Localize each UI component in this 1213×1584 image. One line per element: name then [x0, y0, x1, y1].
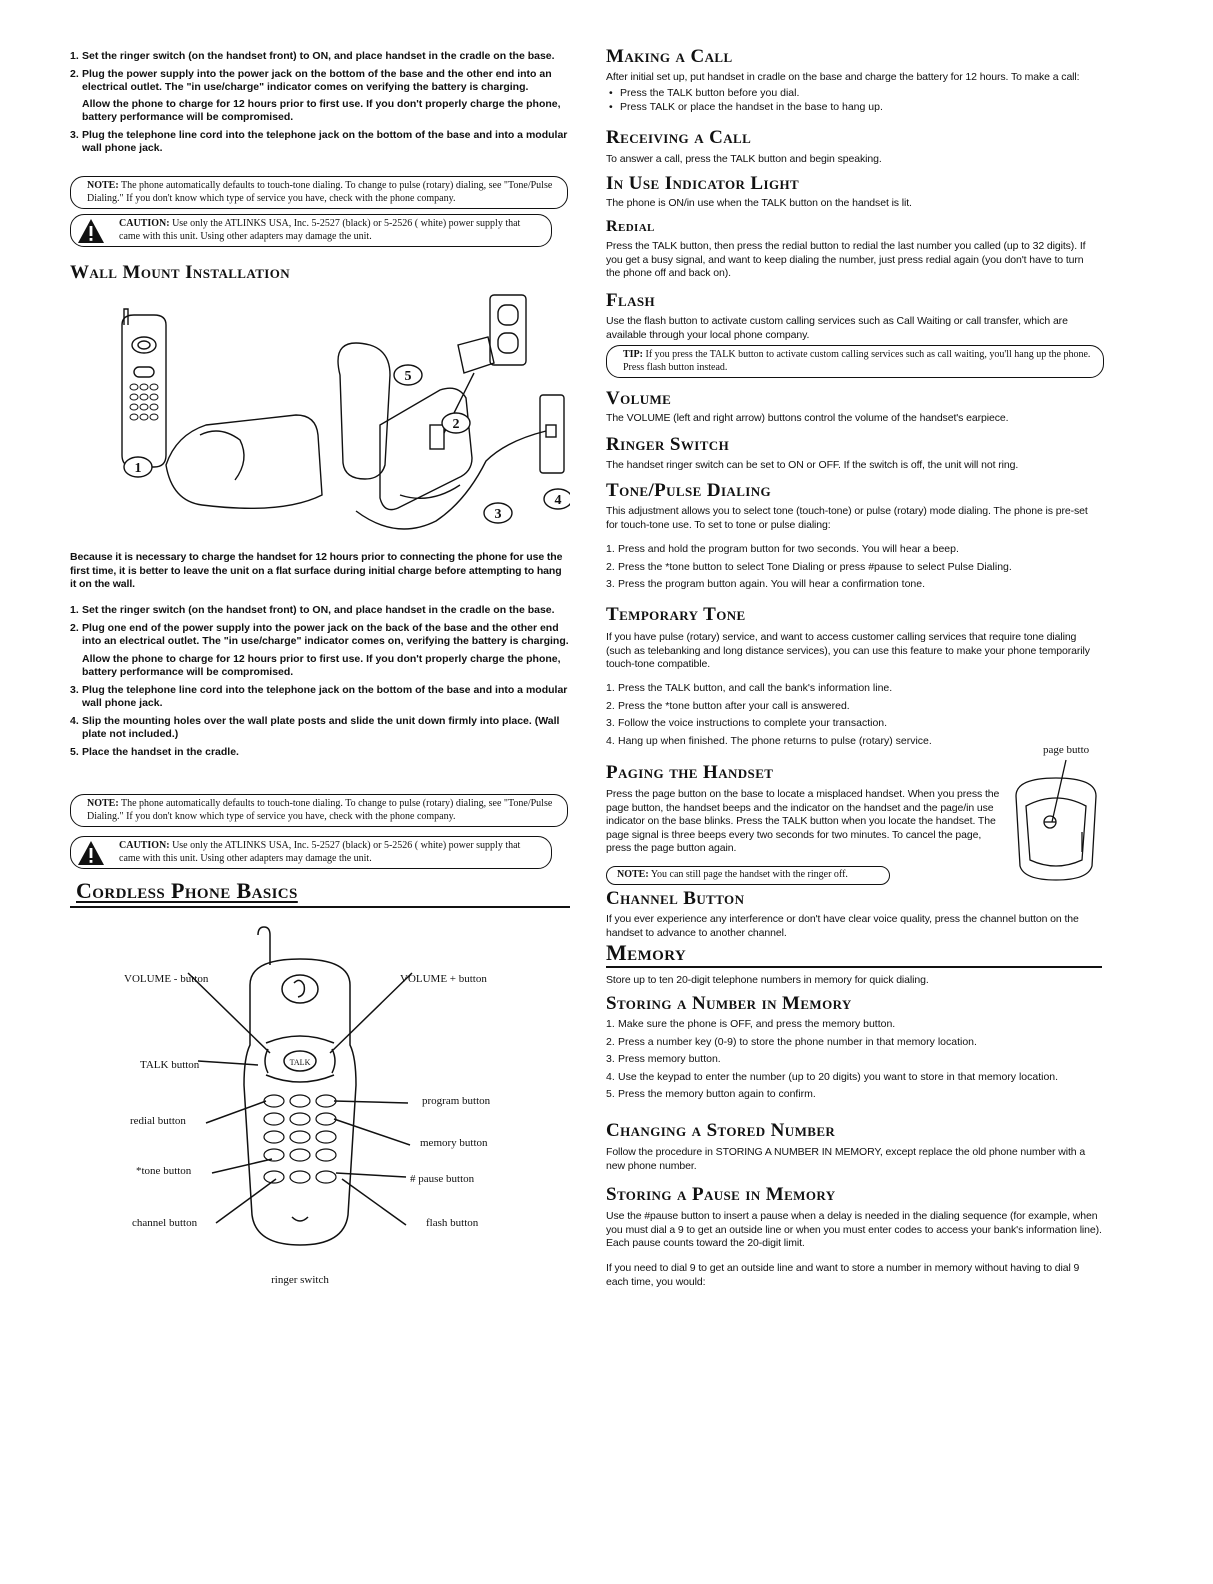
- list-item: 3. Follow the voice instructions to complete your transaction.: [606, 717, 888, 729]
- section-title-receiving: Receiving a Call: [606, 127, 752, 148]
- list-item: 4. Use the keypad to enter the number (up to 20 digits) you want to store in that memory location.: [606, 1070, 1059, 1083]
- list-item: 5. Place the handset in the cradle.: [70, 745, 239, 758]
- list-item: 1. Press and hold the program button for two seconds. You will hear a beep.: [606, 543, 959, 555]
- list-item: 1. Set the ringer switch (on the handset front) to ON, and place handset in the cradle on the base.: [70, 50, 555, 62]
- section-rule: [606, 966, 1102, 968]
- making-text: After initial set up, put handset in cradle on the base and charge the battery for 12 hours. To make a call:: [606, 71, 1080, 83]
- callout-1: 1: [134, 461, 142, 476]
- label-memory: memory button: [420, 1137, 488, 1149]
- making-bullets: [606, 87, 1106, 114]
- warning-icon: [77, 840, 105, 866]
- paging-text: Press the page button on the base to locate a misplaced handset. When you press the page button, the handset beeps and the indicator on the handset and the page/in use indicator on the base blinks. Press the TALK button when you locate the handset. The page signal is three beeps every two seconds for two minutes. To cancel the page, press the page button again.: [606, 788, 1000, 854]
- setup-steps: [70, 50, 570, 160]
- ringer-text: The handset ringer switch can be set to ON or OFF. If the switch is off, the unit will not ring.: [606, 459, 1019, 471]
- label-flash: flash button: [426, 1217, 479, 1229]
- storing-steps: [606, 1018, 1106, 1106]
- list-item: 1. Set the ringer switch (on the handset front) to ON, and place handset in the cradle on the base.: [70, 604, 555, 616]
- callout-5: 5: [404, 369, 412, 384]
- section-title-tone-pulse: Tone/Pulse Dialing: [606, 480, 772, 501]
- list-item: 1. Make sure the phone is OFF, and press the memory button.: [606, 1018, 896, 1030]
- section-title-memory: Memory: [606, 940, 687, 965]
- receiving-text: To answer a call, press the TALK button and begin speaking.: [606, 153, 882, 165]
- section-rule: [70, 906, 570, 908]
- list-item: 2. Plug one end of the power supply into the power jack on the back of the base and the other end into an electrical outlet. The "in use/charge" indicator comes on, verifying the battery is charging. Allow the phone to charge for 12 hours prior to first use. If you don't properly charge the phone, battery performance will be compromised.: [70, 621, 569, 678]
- emphasis-note: Allow the phone to charge for 12 hours prior to first use. If you don't properly charge the phone, battery performance will be compromised.: [82, 652, 561, 678]
- section-title-flash: Flash: [606, 290, 656, 311]
- section-title-channel: Channel Button: [606, 888, 745, 909]
- label-ringer-switch: ringer switch: [271, 1274, 329, 1286]
- emphasis-note: Allow the phone to charge for 12 hours prior to first use. If you don't properly charge the phone, battery performance will be compromised.: [82, 97, 561, 123]
- label-redial: redial button: [130, 1115, 186, 1127]
- list-item: 2. Press the *tone button to select Tone Dialing or press #pause to select Pulse Dialing.: [606, 560, 1012, 573]
- section-title-ringer-switch: Ringer Switch: [606, 434, 730, 455]
- list-item: 3. Plug the telephone line cord into the telephone jack on the bottom of the base and into a modular wall phone jack.: [70, 128, 568, 154]
- flash-text: Use the flash button to activate custom calling services such as Call Waiting or call transfer, which are available through your local phone company.: [606, 315, 1068, 341]
- list-item: 2. Press the *tone button after your call is answered.: [606, 699, 850, 712]
- temp-text: If you have pulse (rotary) service, and want to access customer calling services that require tone dialing (such as telebanking and long distance services), you can use this feature to make your phone temporarily touch-tone compatible.: [606, 631, 1090, 670]
- section-title-temporary-tone: Temporary Tone: [606, 604, 746, 625]
- section-title-in-use: In Use Indicator Light: [606, 173, 800, 194]
- pause-text-2: If you need to dial 9 to get an outside line and want to store a number in memory without having to dial 9 each time, you would:: [606, 1262, 1080, 1288]
- wall-mount-illustration: [100, 285, 570, 545]
- memory-text: Store up to ten 20-digit telephone numbers in memory for quick dialing.: [606, 974, 929, 986]
- list-item: 2. Plug the power supply into the power jack on the bottom of the base and the other end into an electrical outlet. The "in use/charge" indicator comes on verifying the battery is charging. Allow the phone to charge for 12 hours prior to first use. If you don't properly charge the phone, battery performance will be compromised.: [70, 68, 570, 125]
- temp-steps: [606, 682, 1006, 752]
- label-volume-plus: VOLUME + button: [400, 973, 487, 985]
- tip-box: TIP: If you press the TALK button to activate custom calling services such as call waiting, you'll hang up the phone. Press flash button instead.: [606, 345, 1104, 378]
- callout-3: 3: [494, 507, 502, 522]
- section-title-storing-pause: Storing a Pause in Memory: [606, 1184, 836, 1205]
- label-pause: # pause button: [410, 1173, 475, 1185]
- section-title-changing-number: Changing a Stored Number: [606, 1120, 836, 1141]
- warning-icon: [77, 218, 105, 244]
- list-item: • Press TALK or place the handset in the base to hang up.: [606, 101, 1106, 115]
- section-title-basics: Cordless Phone Basics: [76, 878, 298, 903]
- volume-text: The VOLUME (left and right arrow) buttons control the volume of the handset's earpiece.: [606, 412, 1009, 424]
- callout-4: 4: [554, 493, 562, 508]
- label-talk: TALK button: [140, 1059, 200, 1071]
- in-use-text: The phone is ON/in use when the TALK button on the handset is lit.: [606, 197, 912, 209]
- wall-intro: Because it is necessary to charge the handset for 12 hours prior to connecting the phone for use the first time, it is better to leave the unit on a flat surface during initial charge before attempting to hang it on the wall.: [70, 551, 563, 590]
- list-item: 4. Slip the mounting holes over the wall plate posts and slide the unit down firmly into place. (Wall plate not included.): [70, 714, 560, 740]
- section-title-wall-mount: Wall Mount Installation: [70, 262, 291, 283]
- caution-box: CAUTION: Use only the ATLINKS USA, Inc. 5-2527 (black) or 5-2526 ( white) power supply that came with this unit. Using other adapters may damage the unit.: [70, 836, 552, 869]
- section-title-redial: Redial: [606, 218, 655, 235]
- changing-text: Follow the procedure in STORING A NUMBER IN MEMORY, except replace the old phone number with a new phone number.: [606, 1146, 1086, 1172]
- label-program: program button: [422, 1095, 491, 1107]
- base-page-illustration: [1006, 756, 1106, 886]
- list-item: • Press the TALK button before you dial.: [606, 87, 1106, 101]
- label-tone: *tone button: [136, 1165, 192, 1177]
- list-item: 5. Press the memory button again to confirm.: [606, 1088, 816, 1100]
- pause-text: Use the #pause button to insert a pause when a delay is needed in the dialing sequence (for example, when you must dial a 9 to get an outside line or when you must enter codes to access your bank's information line). Each pause counts toward the 20-digit limit.: [606, 1210, 1102, 1249]
- section-title-making-call: Making a Call: [606, 46, 733, 67]
- wall-steps: [70, 604, 570, 763]
- paging-note-box: NOTE: You can still page the handset with the ringer off.: [606, 866, 890, 885]
- redial-text: Press the TALK button, then press the redial button to redial the last number you called (up to 32 digits). If you get a busy signal, and want to keep dialing the number, just press redial again (you don't have to turn the phone off and back on).: [606, 240, 1086, 279]
- note-box: NOTE: The phone automatically defaults to touch-tone dialing. To change to pulse (rotary) dialing, see "Tone/Pulse Dialing." If you don't know which type of service you have, check with the phone company.: [70, 176, 568, 209]
- section-title-storing-number: Storing a Number in Memory: [606, 993, 852, 1014]
- list-item: 3. Plug the telephone line cord into the telephone jack on the bottom of the base and into a modular wall phone jack.: [70, 683, 568, 709]
- tone-text: This adjustment allows you to select tone (touch-tone) or pulse (rotary) mode dialing. The phone is pre-set for touch-tone use. To set to tone or pulse dialing:: [606, 505, 1088, 531]
- callout-2: 2: [452, 417, 460, 432]
- list-item: 1. Press the TALK button, and call the bank's information line.: [606, 682, 893, 694]
- list-item: 4. Hang up when finished. The phone returns to pulse (rotary) service.: [606, 734, 932, 747]
- list-item: 3. Press memory button.: [606, 1053, 721, 1065]
- label-volume-minus: VOLUME - button: [124, 973, 209, 985]
- list-item: 2. Press a number key (0-9) to store the phone number in that memory location.: [606, 1035, 977, 1048]
- section-title-volume: Volume: [606, 388, 672, 409]
- caution-box: CAUTION: Use only the ATLINKS USA, Inc. 5-2527 (black) or 5-2526 ( white) power supply that came with this unit. Using other adapters may damage the unit.: [70, 214, 552, 247]
- talk-key-label: TALK: [289, 1058, 311, 1067]
- tone-steps: [606, 543, 1106, 596]
- section-title-paging: Paging the Handset: [606, 762, 774, 783]
- channel-text: If you ever experience any interference or don't have clear voice quality, press the channel button on the handset to advance to another channel.: [606, 913, 1079, 939]
- page-button-label: page butto: [1043, 744, 1090, 756]
- list-item: 3. Press the program button again. You will hear a confirmation tone.: [606, 578, 926, 590]
- label-channel: channel button: [132, 1217, 198, 1229]
- note-box: NOTE: The phone automatically defaults to touch-tone dialing. To change to pulse (rotary) dialing, see "Tone/Pulse Dialing." If you don't know which type of service you have, check with the phone company.: [70, 794, 568, 827]
- handset-diagram: [110, 925, 560, 1295]
